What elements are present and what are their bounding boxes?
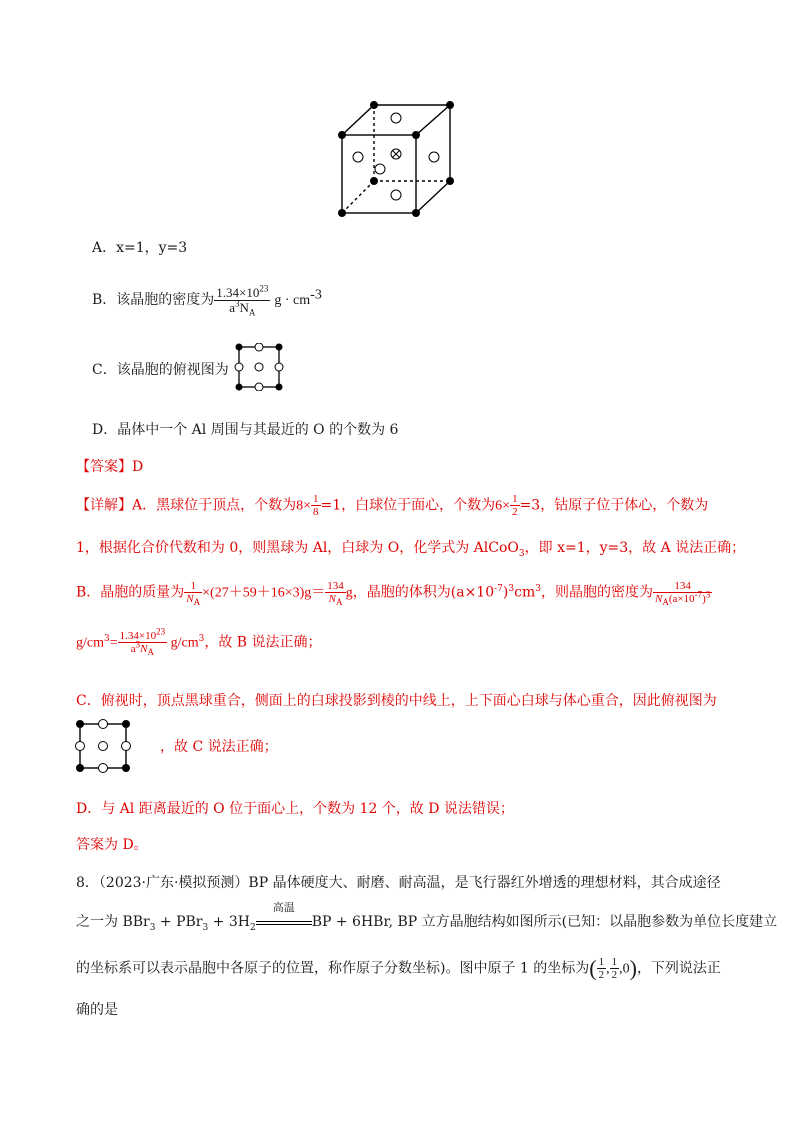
coord-n2: 1 <box>611 956 618 968</box>
b-frac2-num: 134 <box>327 580 344 592</box>
detail-b2-exp: 3 <box>104 633 110 644</box>
frac2-den: 2 <box>512 506 518 518</box>
option-b-unit-exp: -3 <box>310 287 322 303</box>
detail-line1-c: =3，钴原子位于体心，个数为 <box>519 497 709 514</box>
detail-c-tail: ，故 C 说法正确； <box>160 739 278 755</box>
crystal-cell-diagram <box>330 95 470 225</box>
frac2-num: 1 <box>512 493 518 505</box>
option-b-fraction <box>214 283 270 318</box>
reaction-arrow-equals <box>256 921 312 925</box>
option-b-num-exp: 23 <box>259 283 269 294</box>
detail-b-g: g <box>345 585 353 601</box>
q8-line3-b: ，下列说法正 <box>636 960 721 977</box>
b-frac2-den-sub: A <box>335 597 343 608</box>
option-b-den-exp: 3 <box>235 298 240 309</box>
b-frac3-num: 134 <box>653 580 712 593</box>
detail-line2-text: 1，根据化合价代数和为 0，则黑球为 Al，白球为 O，化学式为 AlCoO <box>76 540 519 556</box>
option-a: A．x=1，y=3 <box>92 240 188 256</box>
detail-b-frac1 <box>184 580 202 608</box>
reaction-condition-text: 高温 <box>272 901 295 914</box>
b-frac1-den-sub: A <box>193 597 201 608</box>
answer-label: 【答案】D <box>76 459 144 475</box>
q8-line3-a: 的坐标系可以表示晶胞中各原子的位置，称作原子分数坐标)。图中原子 1 的坐标为 <box>76 960 590 977</box>
detail-b2-frac <box>118 626 167 658</box>
top-view-diagram-small <box>231 343 287 391</box>
q8-line-1: 8．（2023·广东·模拟预测）BP 晶体硬度大、耐磨、耐高温，是飞行器红外增透的理想材料，其合成途径 <box>76 875 721 891</box>
coord-d2: 2 <box>611 969 618 981</box>
detail-b-vol-exp2: 3 <box>508 583 515 594</box>
q8-line2-s2: 3 <box>202 922 209 933</box>
b2-den: a <box>130 643 136 655</box>
q8-line-3 <box>76 956 721 981</box>
option-b <box>92 282 322 318</box>
detail-b-vol-c: cm <box>514 584 536 601</box>
top-view-diagram-large <box>72 716 136 776</box>
q8-line2-d: BP + 6HBr, BP 立方晶胞结构如图所示(已知：以晶胞参数为单位长度建立 <box>311 914 778 930</box>
coord-z: 0 <box>622 961 630 977</box>
detail-line1-f2-a: 6× <box>495 498 511 514</box>
detail-line1-f1-a: 8× <box>296 498 312 514</box>
option-b-num: 1.34×10 <box>216 284 260 300</box>
coord-comma-1: , <box>606 961 610 977</box>
detail-b-vol-b: ) <box>502 584 509 601</box>
detail-line2-tail: ，即 x=1，y=3，故 A 说法正确； <box>524 540 746 556</box>
q8-line-4: 确的是 <box>76 1002 118 1018</box>
detail-b2-c: ，故 B 说法正确； <box>204 634 322 651</box>
b-frac3-den-exp: -7 <box>694 589 703 600</box>
detail-b-mid: ×(27＋59＋16×3)g＝ <box>202 585 326 601</box>
detail-b-vol-a: ，晶胞的体积为(a×10 <box>352 584 495 601</box>
final-answer: 答案为 D。 <box>76 837 148 853</box>
b2-den-exp: 3 <box>135 639 141 650</box>
coord-frac-2 <box>610 956 620 981</box>
detail-b-vol-exp3: 3 <box>535 583 541 594</box>
detail-b-line-2 <box>76 626 322 658</box>
b-frac3-den-end: ) <box>702 593 706 605</box>
detail-b-line <box>76 580 712 608</box>
frac1-den: 8 <box>313 506 319 518</box>
detail-b-frac3 <box>653 580 712 608</box>
detail-b-vol-d: ，则晶胞的密度为 <box>540 584 653 601</box>
option-c: C．该晶胞的俯视图为 <box>92 362 229 378</box>
detail-b-vol-exp: -7 <box>494 583 503 594</box>
q8-line2-s3: 2 <box>249 922 256 933</box>
option-b-text: B．该晶胞的密度为 <box>92 292 215 308</box>
detail-fraction-1-8 <box>311 493 321 518</box>
coord-open-paren: ( <box>589 955 597 981</box>
b-frac3-den: N <box>654 593 663 605</box>
detail-b2-b: g/cm <box>167 635 199 651</box>
b-frac2-den: N <box>328 593 336 605</box>
detail-line2-sub: 3 <box>518 548 525 559</box>
coord-close-paren: ) <box>629 955 637 981</box>
q8-line2-a: 之一为 BBr <box>76 914 150 930</box>
detail-line-2 <box>76 538 745 558</box>
detail-b2-eq: = <box>109 635 118 651</box>
option-d: D．晶体中一个 Al 周围与其最近的 O 的个数为 6 <box>92 422 399 438</box>
detail-line1-a: A．黑球位于顶点，个数为 <box>132 497 297 514</box>
detail-b-frac2 <box>325 580 346 608</box>
coord-n1: 1 <box>598 956 605 968</box>
option-b-den-sub: A <box>248 307 256 318</box>
reaction-condition <box>256 901 312 925</box>
detail-b-prefix: B．晶胞的质量为 <box>76 584 185 601</box>
detail-fraction-1-2 <box>510 493 520 518</box>
detail-d-line: D．与 Al 距离最近的 O 位于面心上，个数为 12 个，故 D 说法错误； <box>76 801 514 817</box>
b2-num-exp: 23 <box>156 626 166 637</box>
coord-d1: 2 <box>598 969 605 981</box>
option-b-unit: g · cm <box>274 293 311 308</box>
detail-b2-b-exp: 3 <box>198 633 205 644</box>
detail-line-1 <box>76 493 708 518</box>
q8-line2-c: + 3H <box>208 914 250 930</box>
coord-comma-2: , <box>619 961 623 977</box>
detail-label: 【详解】 <box>76 497 132 514</box>
detail-c-line: C．俯视时，顶点黑球重合，侧面上的白球投影到棱的中线上，上下面心白球与体心重合，因此俯视图为 <box>76 693 717 709</box>
b-frac3-den-tail: (a×10 <box>668 593 695 605</box>
detail-b2-a: g/cm <box>76 635 104 651</box>
detail-line1-b: =1，白球位于面心，个数为 <box>320 497 496 514</box>
b-frac1-num: 1 <box>184 580 202 593</box>
b-frac3-den-exp2: 3 <box>705 589 711 600</box>
frac1-num: 1 <box>313 493 319 505</box>
b-frac1-den: N <box>186 593 194 605</box>
q8-line2-b: + PBr <box>155 914 203 930</box>
option-b-den-tail: N <box>239 299 249 315</box>
option-b-den: a <box>229 299 236 315</box>
b-frac3-den-sub: A <box>662 597 669 608</box>
q8-line2-s1: 3 <box>149 922 156 933</box>
coord-frac-1 <box>597 956 607 981</box>
q8-line-2 <box>76 901 778 933</box>
b2-den-tail: N <box>140 643 148 655</box>
b2-num: 1.34×10 <box>119 630 157 642</box>
b2-den-sub: A <box>147 647 154 658</box>
